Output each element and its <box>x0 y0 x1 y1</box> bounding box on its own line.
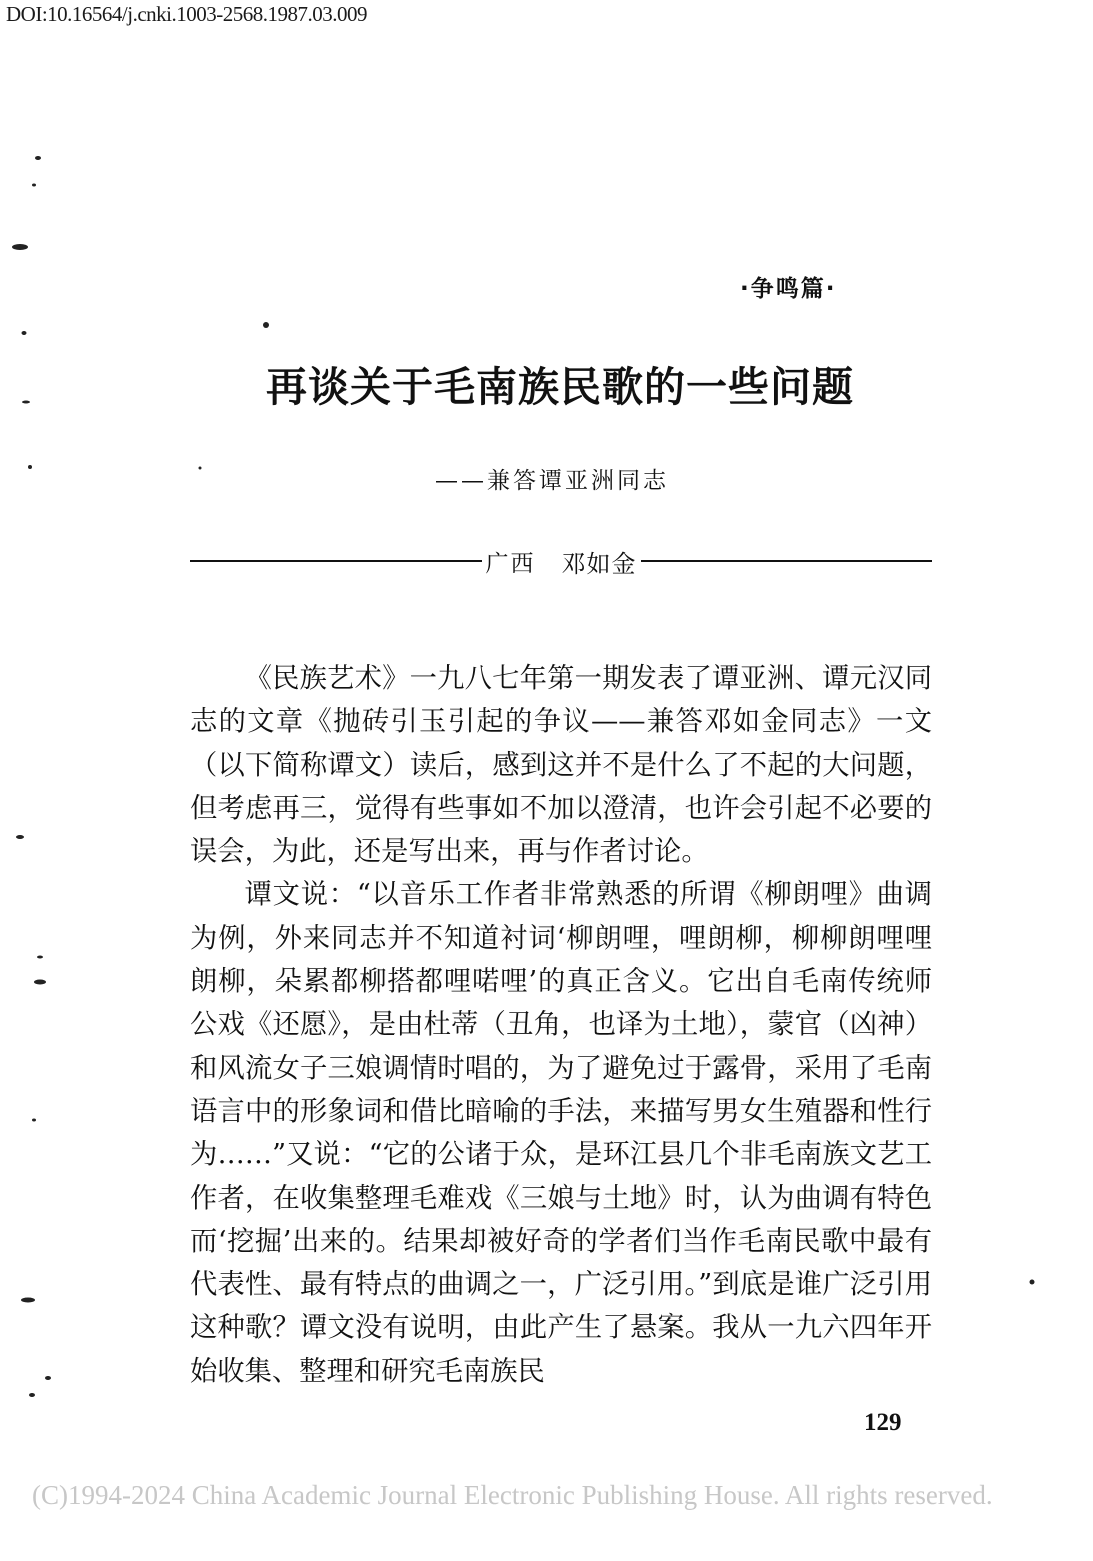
scan-speck <box>1030 1280 1035 1285</box>
body-paragraph: 谭文说：“以音乐工作者非常熟悉的所谓《柳朗哩》曲调为例，外来同志并不知道衬词‘柳朗哩，哩朗柳，柳柳朗哩哩朗柳，朵累都柳搭都哩喏哩’的真正含义。它出自毛南传统师公戏《还愿》，是由杜蒂（丑角，也译为土地），蒙官（凶神）和风流女子三娘调情时唱的，为了避免过于露骨，采用了毛南语言中的形象词和借比暗喻的手法，来描写男女生殖器和性行为……”又说：“它的公诸于众，是环江县几个非毛南族文艺工作者，在收集整理毛难戏《三娘与土地》时，认为曲调有特色而‘挖掘’出来的。结果却被好奇的学者们当作毛南民歌中最有代表性、最有特点的曲调之一，广泛引用。”到底是谁广泛引用这种歌？谭文没有说明，由此产生了悬案。我从一九六四年开始收集、整理和研究毛南族民 <box>190 879 932 1387</box>
article-body <box>190 657 932 1393</box>
article-title: 再谈关于毛南族民歌的一些问题 <box>266 363 854 411</box>
article-subtitle: ——兼答谭亚洲同志 <box>435 468 669 494</box>
scan-speck <box>37 956 43 959</box>
page-number: 129 <box>864 1409 902 1436</box>
body-paragraph: 《民族艺术》一九八七年第一期发表了谭亚洲、谭元汉同志的文章《抛砖引玉引起的争议——兼答邓如金同志》一文（以下简称谭文）读后，感到这并不是什么了不起的大问题，但考虑再三，觉得有些事如不加以澄清，也许会引起不必要的误会，为此，还是写出来，再与作者讨论。 <box>190 663 932 868</box>
scan-speck <box>34 980 46 985</box>
scan-speck <box>35 156 41 160</box>
scan-speck <box>32 1119 36 1122</box>
scan-speck <box>32 184 36 187</box>
scan-speck <box>16 835 24 839</box>
byline <box>190 545 932 577</box>
scan-speck <box>199 467 202 470</box>
scan-speck <box>29 1393 35 1397</box>
author-name: 邓如金 <box>561 549 637 578</box>
scan-speck <box>28 465 32 469</box>
scan-speck <box>12 244 28 250</box>
byline-rule-right <box>641 560 933 562</box>
scan-speck <box>22 331 27 335</box>
column-tag: ·争鸣篇· <box>740 276 837 302</box>
doi-identifier: DOI:10.16564/j.cnki.1003-2568.1987.03.009 <box>6 2 367 26</box>
copyright-watermark: (C)1994-2024 China Academic Journal Electronic Publishing House. All rights reserved. <box>32 1480 993 1510</box>
scan-speck <box>21 1298 35 1303</box>
byline-rule-left <box>190 560 482 562</box>
author-region: 广西 <box>485 550 536 577</box>
scan-speck <box>263 322 269 328</box>
scan-speck <box>45 1376 51 1380</box>
